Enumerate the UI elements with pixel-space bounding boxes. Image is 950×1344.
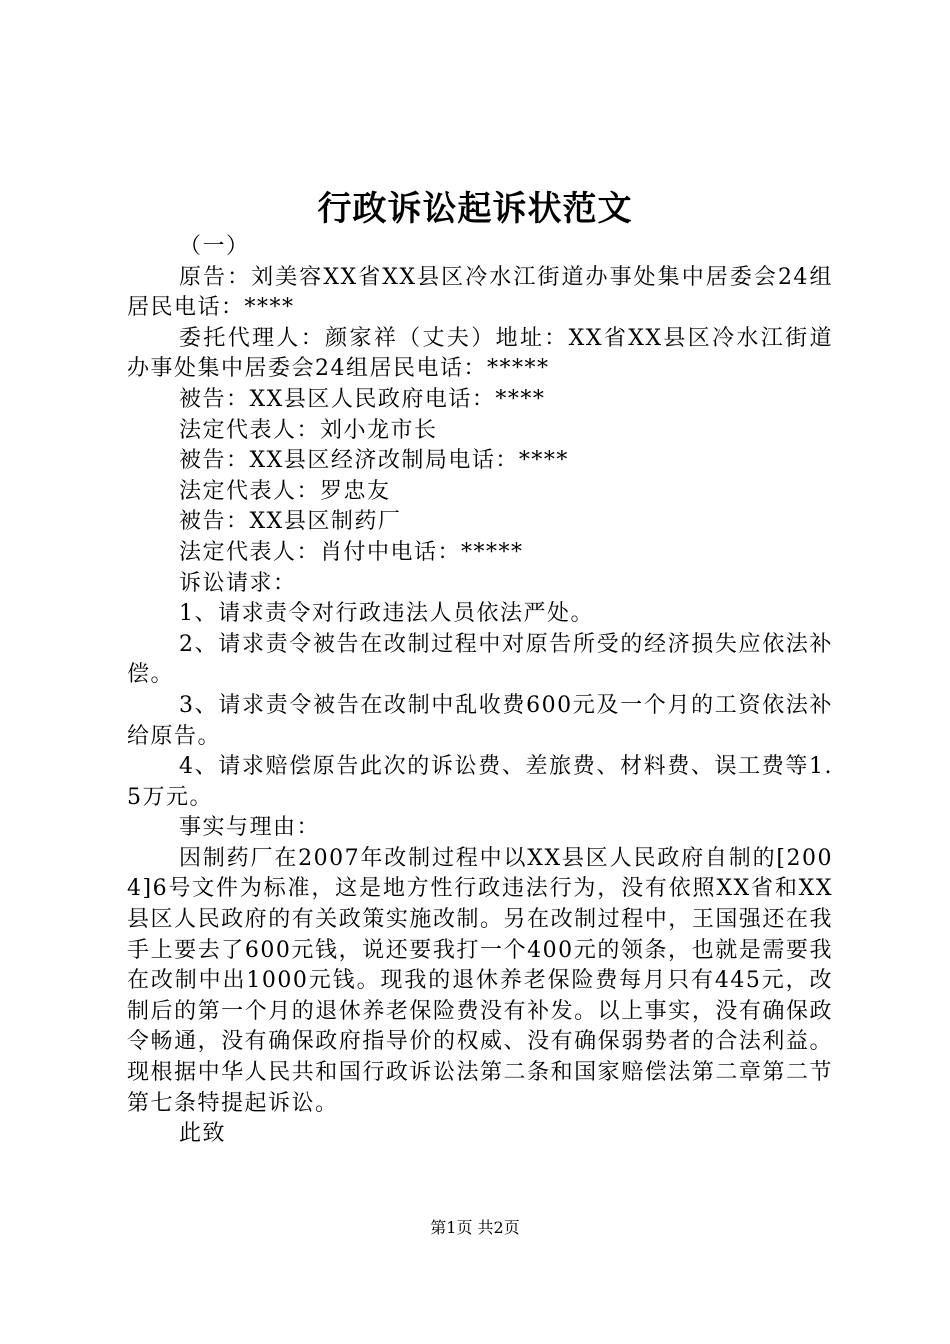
paragraph-claim-3: 3、请求责令被告在改制中乱收费600元及一个月的工资依法补给原告。: [127, 692, 833, 749]
document-title: 行政诉讼起诉状范文: [317, 189, 633, 229]
paragraph-representative-3: 法定代表人：肖付中电话：*****: [179, 539, 524, 565]
paragraph-agent: 委托代理人：颜家祥（丈夫）地址：XX省XX县区冷水江街道办事处集中居委会24组居民电话：*****: [127, 325, 833, 382]
paragraph-defendant-3: 被告：XX县区制药厂: [179, 509, 402, 535]
paragraph-facts-heading: 事实与理由：: [179, 815, 321, 841]
paragraph-plaintiff: 原告：刘美容XX省XX县区冷水江街道办事处集中居委会24组居民电话：****: [127, 264, 833, 321]
paragraph-claim-1: 1、请求责令对行政违法人员依法严处。: [179, 601, 594, 627]
paragraph-section-number: （一）: [179, 234, 250, 259]
paragraph-claims-heading: 诉讼请求：: [179, 570, 297, 596]
paragraph-defendant-2: 被告：XX县区经济改制局电话：****: [179, 448, 569, 474]
paragraph-closing: 此致: [179, 1121, 227, 1147]
paragraph-representative-1: 法定代表人：刘小龙市长: [179, 417, 438, 443]
paragraph-defendant-1: 被告：XX县区人民政府电话：****: [179, 386, 546, 412]
paragraph-claim-2: 2、请求责令被告在改制过程中对原告所受的经济损失应依法补偿。: [127, 631, 833, 688]
paragraph-representative-2: 法定代表人：罗忠友: [179, 478, 391, 504]
paragraph-facts-body: 因制药厂在2007年改制过程中以XX县区人民政府自制的[2004]6号文件为标准，这是地方性行政违法行为，没有依照XX省和XX县区人民政府的有关政策实施改制。另在改制过程中，王国强还在我手上要去了600元钱，说还要我打一个400元的领条，也就是需要我在改制中出1000元钱。现我的退休养老保险费每月只有445元，改制后的第一个月的退休养老保险费没有补发。以上事实，没有确保政令畅通，没有确保政府指导价的权威、没有确保弱势者的合法利益。现根据中华人民共和国行政诉讼法第二条和国家赔偿法第二章第二节第七条特提起诉讼。: [127, 845, 833, 1116]
page-footer: 第1页 共2页: [430, 1218, 520, 1237]
paragraph-claim-4: 4、请求赔偿原告此次的诉讼费、差旅费、材料费、误工费等1.5万元。: [127, 754, 833, 810]
document-body: [127, 232, 833, 1150]
